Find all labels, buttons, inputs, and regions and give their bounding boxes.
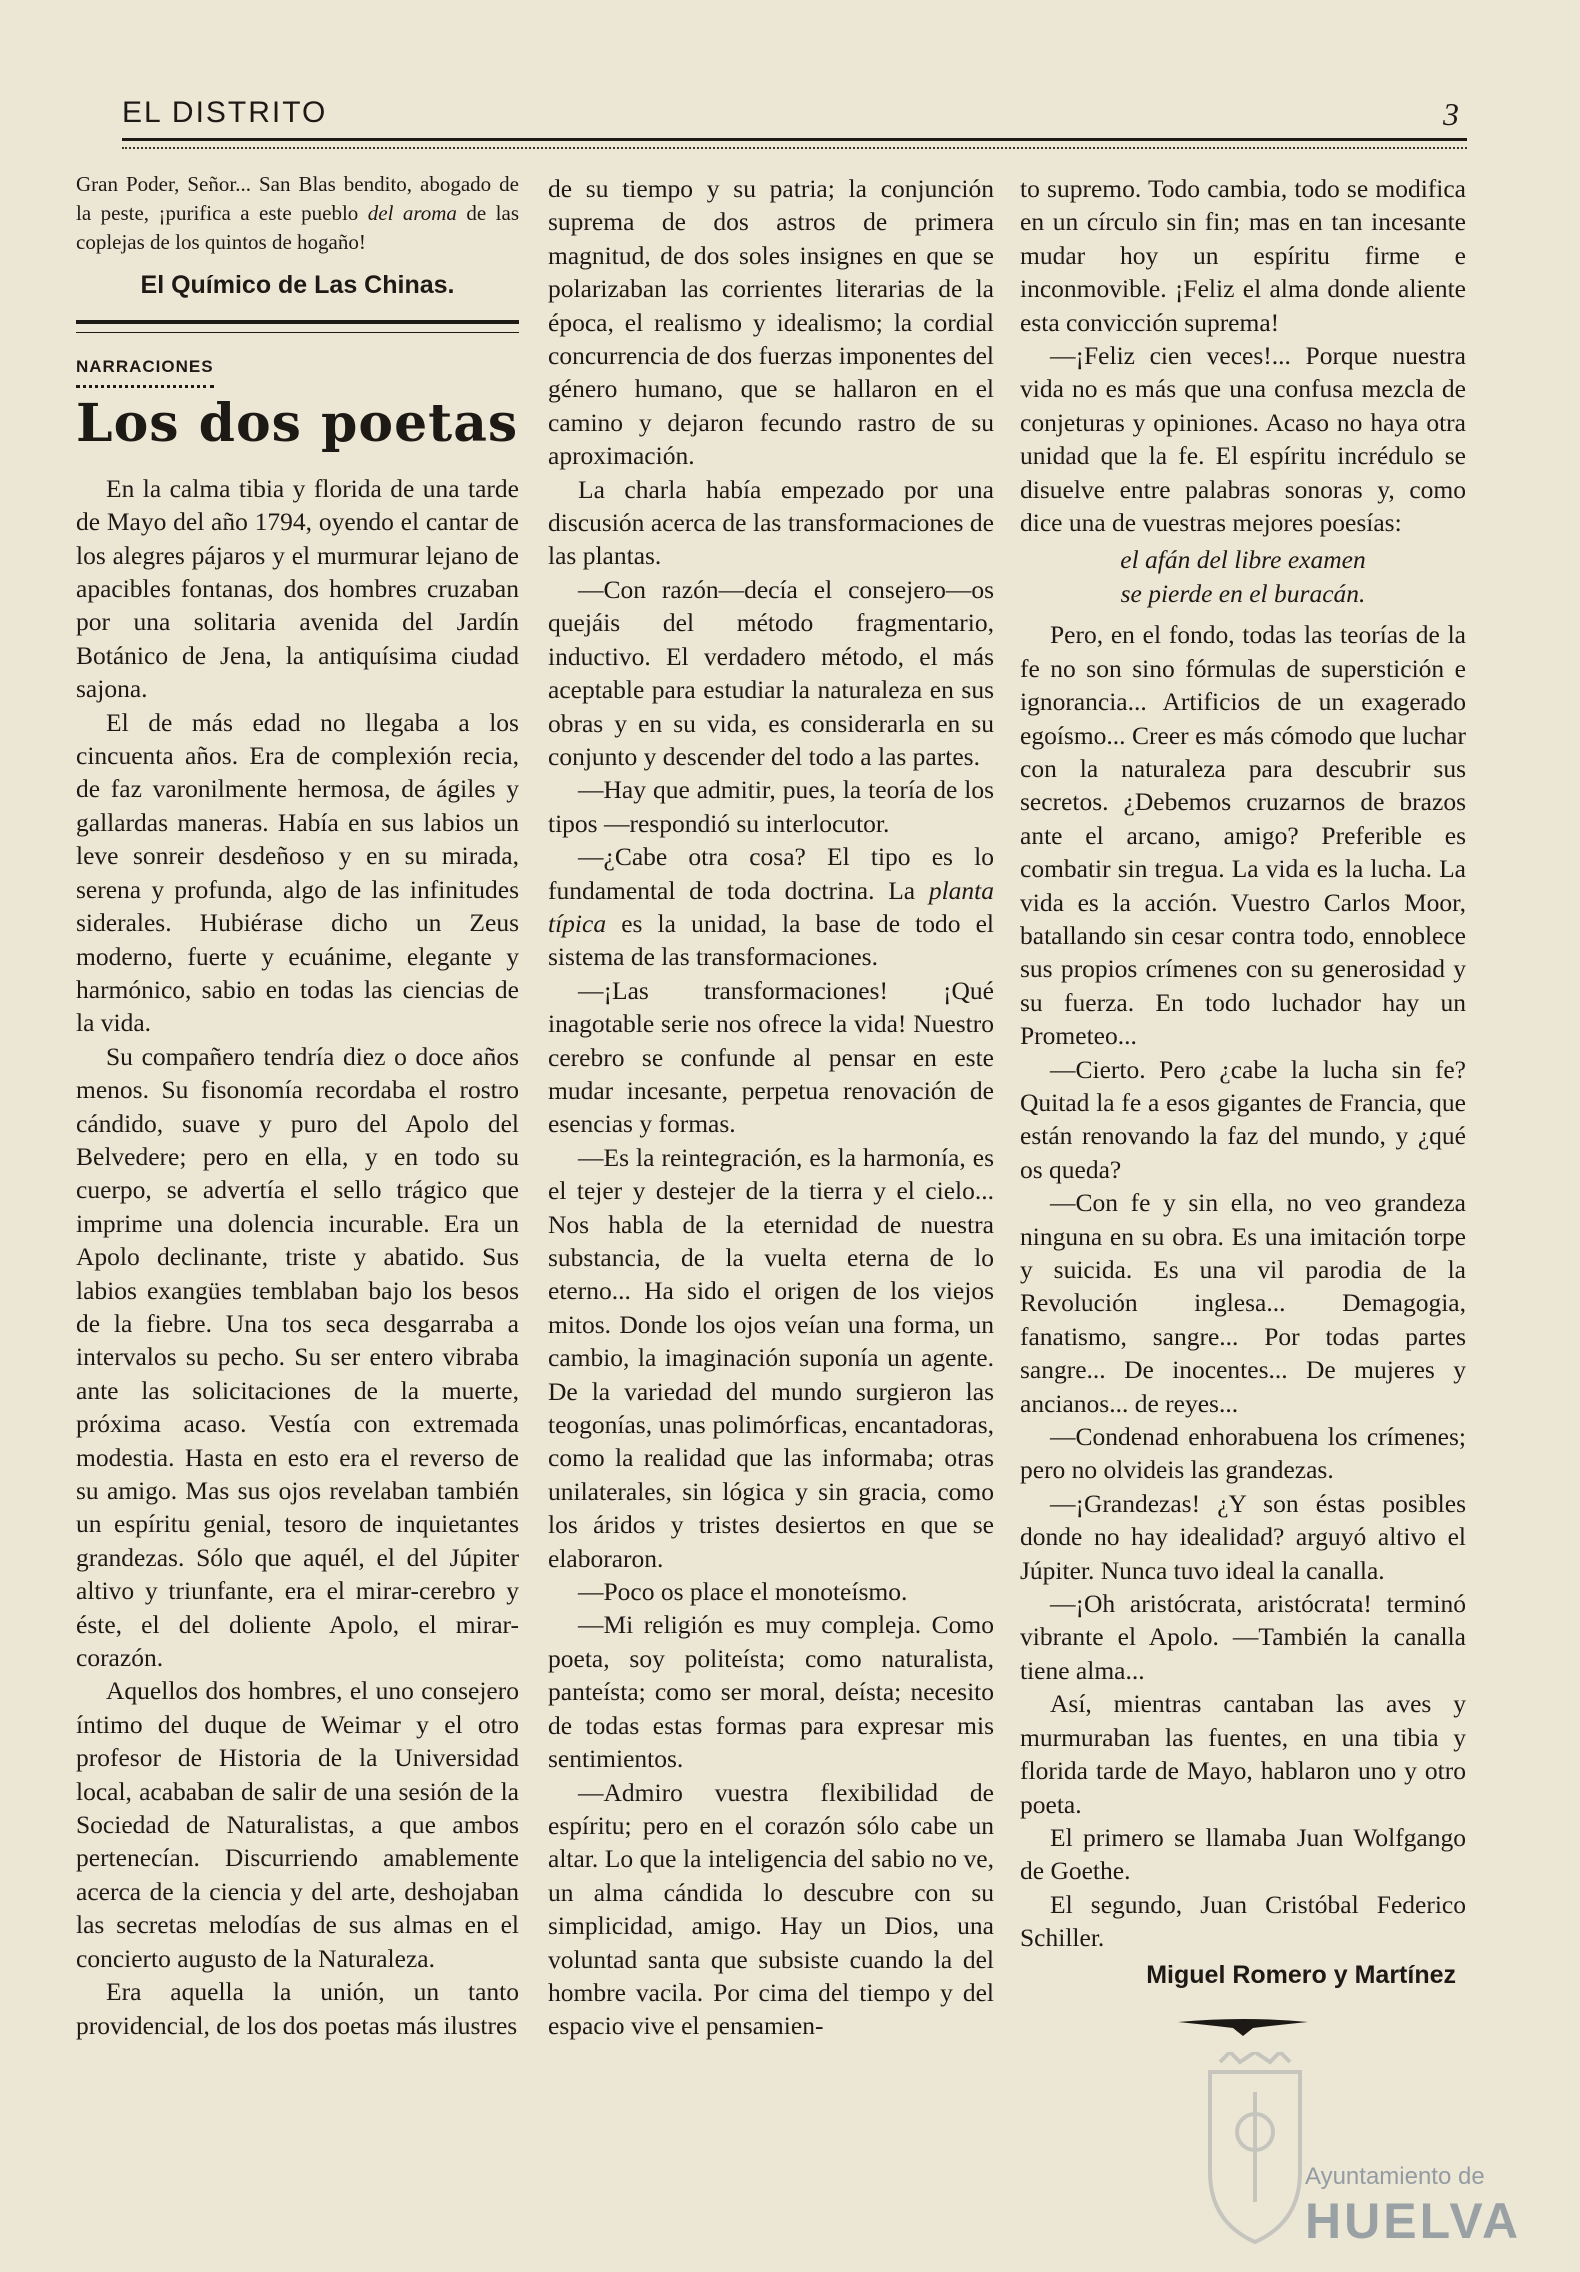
paragraph: En la calma tibia y florida de una tarde de Mayo del año 1794, oyendo el cantar de los alegres pájaros y el murmurar lejano de apacibles fontanas, dos hombres cruzaban por una solitaria avenida del Jardín Botánico de Jena, la antiquísima ciudad sajona. (76, 473, 519, 704)
paragraph: —Mi religión es muy compleja. Como poeta, soy politeísta; como naturalista, panteísta; como ser moral, deísta; necesito de todas estas formas para expresar mis sentimientos. (548, 1610, 994, 1774)
paragraph: —Condenad enhorabuena los crímenes; pero no olvideis las grandezas. (1020, 1422, 1466, 1485)
paragraph: Aquellos dos hombres, el uno consejero íntimo del duque de Weimar y el otro profesor de Historia de la Universidad local, acababan de salir de una sesión de la Sociedad de Naturalistas, a que ambos pertenecían. Discurriendo amablemente acerca de la ciencia y del arte, deshojaban las secretas melodías de sus almas en el concierto augusto de la Naturaleza. (76, 1676, 519, 1973)
paragraph: —¡Feliz cien veces!... Porque nuestra vida no es más que una confusa mezcla de conjeturas y opiniones. Acaso no haya otra unidad que la fe. El espíritu incrédulo se disuelve entre palabras sonoras y, como dice una de vuestras mejores poesías: (1020, 341, 1466, 538)
paragraph: El segundo, Juan Cristóbal Federico Schiller. (1020, 1889, 1466, 1953)
paragraph: de su tiempo y su patria; la conjunción suprema de dos astros de primera magnitud, de dos soles insignes en que se polarizaban las corrientes literarias de la época, el realismo y idealismo; la cordial concurrencia de dos fuerzas imponentes del género humano, que se hallaron en el camino y dejaron fecundo rastro de su aproximación. (548, 174, 994, 471)
paragraph: Así, mientras cantaban las aves y murmuraban las fuentes, en una tibia y florida tarde de Mayo, hablaron uno y otro poeta. (1020, 1689, 1466, 1819)
page-number: 3 (1443, 96, 1459, 132)
section-label: NARRACIONES (76, 350, 214, 387)
paragraph: —Cierto. Pero ¿cabe la lucha sin fe? Quitad la fe a esos gigantes de Francia, que están renovando la faz del mundo, y ¿qué os queda? (1020, 1054, 1466, 1184)
section-divider (76, 320, 519, 333)
intro-verse: Gran Poder, Señor... San Blas bendito, abogado de la peste, ¡purifica a este pueblo del aroma de las coplejas de los quintos de hogaño! (76, 172, 520, 254)
masthead: EL DISTRITO (122, 96, 328, 129)
paragraph: —Hay que admitir, pues, la teoría de los tipos —respondió su interlocutor. (548, 775, 994, 838)
column-2 (548, 172, 994, 2043)
article-signature: Miguel Romero y Martínez (1146, 1960, 1456, 1989)
article-title: Los dos poetas (76, 392, 519, 454)
paragraph: El primero se llamaba Juan Wolfgango de Goethe. (1020, 1822, 1466, 1886)
paragraph: —Con fe y sin ella, no veo grandeza ninguna en su obra. Es una imitación torpe y suicida. Es una vil parodia de la Revolución inglesa... Demagogia, fanatismo, sangre... Por todas partes sangre... De inocentes... De mujeres y ancianos... de reyes... (1020, 1188, 1466, 1418)
paragraph: —¡Oh aristócrata, aristócrata! terminó vibrante el Apolo. —También la canalla tiene alma... (1020, 1589, 1466, 1685)
verse-quote (1020, 543, 1466, 610)
verse-line: el afán del libre examen (1120, 545, 1366, 575)
paragraph: —Es la reintegración, es la harmonía, es el tejer y destejer de la tierra y el cielo... Nos habla de la eternidad de nuestra substancia, de la vuelta eterna de lo eterno... Ha sido el origen de los viejos mitos. Donde los ojos veían una forma, un cambio, la imaginación suponía un agente. De la variedad del mundo surgieron las teogonías, unas polimórficas, encantadoras, como la realidad que las informaba; otras unilaterales, sin lógica y sin gracia, como los áridos y tristes desiertos en que se elaboraron. (548, 1142, 994, 1573)
verse-line: se pierde en el buracán. (1120, 578, 1366, 608)
page-header (122, 96, 1467, 140)
paragraph: Pero, en el fondo, todas las teorías de la fe no son sino fórmulas de superstición e ignorancia... Artificios de un exagerado egoísmo... Creer es más cómodo que luchar con la naturaleza para descubrir sus secretos. ¿Debemos cruzarnos de brazos ante el arcano, amigo? Preferible es combatir sin tregua. La vida es la lucha. La vida es la acción. Vuestro Carlos Moor, batallando sin cesar contra todo, ennoblece sus propios crímenes con su generosidad y su fuerza. En todo luchador hay un Prometeo... (1020, 620, 1466, 1051)
paragraph: —¡Las transformaciones! ¡Qué inagotable serie nos ofrece la vida! Nuestro cerebro se confunde al pensar en este mudar incesante, perpetua renovación de esencias y formas. (548, 975, 994, 1139)
end-ornament (1178, 2016, 1308, 2036)
paragraph: —Con razón—decía el consejero—os quejáis del método fragmentario, inductivo. El verdadero método, el más aceptable para estudiar la naturaleza en sus obras y en su vida, es considerarla en su conjunto y descender del todo a las partes. (548, 574, 994, 771)
intro-signature: El Químico de Las Chinas. (140, 271, 455, 299)
column-1 (76, 170, 519, 2042)
paragraph: to supremo. Todo cambia, todo se modifica en un círculo sin fin; mas en tan incesante mudar hoy un espíritu firme e inconmovible. ¡Feliz el alma donde aliente esta convicción suprema! (1020, 174, 1466, 337)
paragraph: Su compañero tendría diez o doce años menos. Su fisonomía recordaba el rostro cándido, suave y puro del Apolo del Belvedere; pero en ella, y en todo su cuerpo, se advertía el sello trágico que imprime una dolencia incurable. Era un Apolo declinante, triste y abatido. Sus labios exangües temblaban bajo los besos de la fiebre. Una tos seca desgarraba a intervalos su pecho. Su ser entero vibraba ante las solicitaciones de la muerte, próxima acaso. Vestía con extremada modestia. Hasta en esto era el reverso de su amigo. Mas sus ojos revelaban también un espíritu genial, tesoro de inquietantes grandezas. Sólo que aquél, el del Júpiter altivo y triunfante, era el mirar-cerebro y éste, el del doliente Apolo, el mirar-corazón. (76, 1041, 519, 1673)
column-3 (1020, 172, 1466, 2036)
watermark-line-2: HUELVA (1305, 2193, 1522, 2249)
paragraph: —¡Grandezas! ¿Y son éstas posibles donde no hay idealidad? arguyó altivo el Júpiter. Nunca tuvo ideal la canalla. (1020, 1488, 1466, 1585)
paragraph: El de más edad no llegaba a los cincuenta años. Era de complexión recia, de faz varonilmente hermosa, de ágiles y gallardas maneras. Había en sus labios un leve sonreir desdeñoso y en su mirada, serena y profunda, algo de las infinitudes siderales. Hubiérase dicho un Zeus moderno, fuerte y ecuánime, elegante y harmónico, sabio en todas las ciencias de la vida. (76, 707, 519, 1038)
watermark-line-1: Ayuntamiento de (1305, 2163, 1485, 2190)
paragraph: —Poco os place el monoteísmo. (578, 1577, 908, 1607)
paragraph: Era aquella la unión, un tanto providencial, de los dos poetas más ilustres (76, 1977, 519, 2040)
paragraph: La charla había empezado por una discusión acerca de las transformaciones de las plantas. (548, 474, 994, 571)
header-rule (122, 138, 1467, 149)
paragraph: —Admiro vuestra flexibilidad de espíritu; pero en el corazón sólo cabe un altar. Lo que la inteligencia del sabio no ve, un alma cándida lo descubre con su simplicidad, amigo. Hay un Dios, una voluntad santa que subsiste cuando la del hombre vacila. Por cima del tiempo y del espacio vive el pensamien- (548, 1777, 994, 2041)
paragraph: —¿Cabe otra cosa? El tipo es lo fundamental de toda doctrina. La planta típica es la unidad, la base de todo el sistema de las transformaciones. (548, 842, 994, 972)
